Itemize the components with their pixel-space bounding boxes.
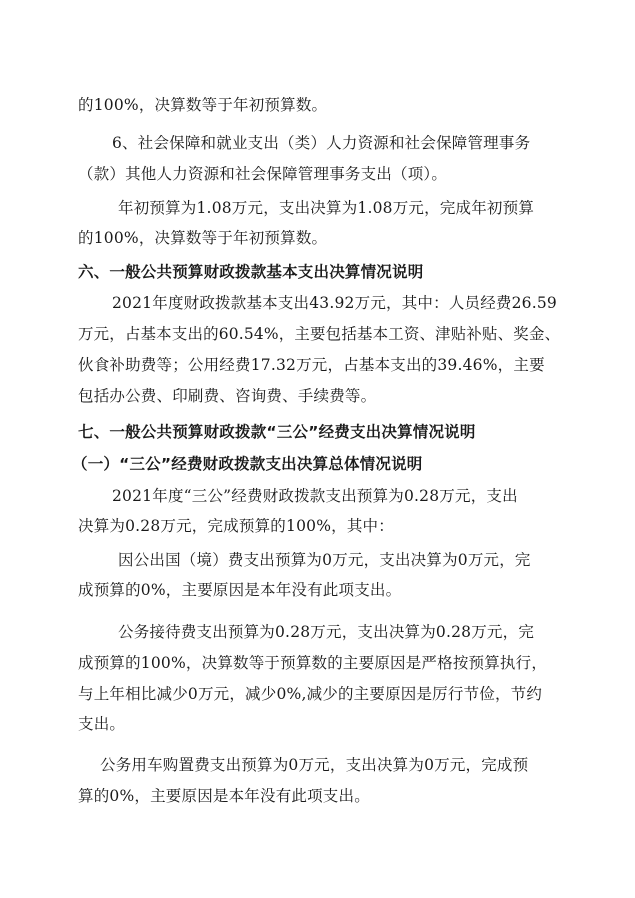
paragraph-line: 算的0%，主要原因是本年没有此项支出。 — [78, 787, 370, 805]
paragraph-line: 包括办公费、印刷费、咨询费、手续费等。 — [78, 387, 377, 405]
paragraph-line: 公务接待费支出预算为0.28万元，支出决算为0.28万元，完 — [118, 623, 535, 641]
paragraph-line: 万元，占基本支出的60.54%，主要包括基本工资、津贴补贴、奖金、 — [78, 325, 561, 343]
paragraph-line: 的100%，决算数等于年初预算数。 — [78, 96, 328, 114]
paragraph-line: 伙食补助费等；公用经费17.32万元，占基本支出的39.46%，主要 — [78, 356, 545, 374]
paragraph-line: 2021年度“三公”经费财政拨款支出预算为0.28万元，支出 — [112, 487, 518, 505]
section-heading-7: 七、一般公共预算财政拨款“三公”经费支出决算情况说明 — [78, 423, 476, 441]
paragraph-line: 2021年度财政拨款基本支出43.92万元，其中：人员经费26.59 — [112, 294, 557, 312]
paragraph-line: 因公出国（境）费支出预算为0万元，支出决算为0万元，完 — [118, 551, 531, 569]
paragraph-line: 成预算的100%，决算数等于预算数的主要原因是严格按预算执行， — [78, 654, 548, 672]
paragraph-line: 6、社会保障和就业支出（类）人力资源和社会保障管理事务 — [112, 134, 531, 152]
paragraph-line: 成预算的0%，主要原因是本年没有此项支出。 — [78, 581, 402, 599]
paragraph-line: （款）其他人力资源和社会保障管理事务支出（项）。 — [78, 165, 448, 183]
paragraph-line: 公务用车购置费支出预算为0万元，支出决算为0万元，完成预 — [100, 756, 529, 774]
subsection-heading-1: （一）“三公”经费财政拨款支出决算总体情况说明 — [72, 455, 423, 473]
section-heading-6: 六、一般公共预算财政拨款基本支出决算情况说明 — [78, 263, 424, 281]
paragraph-line: 决算为0.28万元，完成预算的100%，其中： — [78, 517, 394, 535]
paragraph-line: 的100%，决算数等于年初预算数。 — [78, 229, 328, 247]
paragraph-line: 支出。 — [78, 715, 126, 733]
paragraph-line: 与上年相比减少0万元，减少0%,减少的主要原因是厉行节俭，节约 — [78, 685, 543, 703]
paragraph-line: 年初预算为1.08万元，支出决算为1.08万元，完成年初预算 — [118, 199, 535, 217]
